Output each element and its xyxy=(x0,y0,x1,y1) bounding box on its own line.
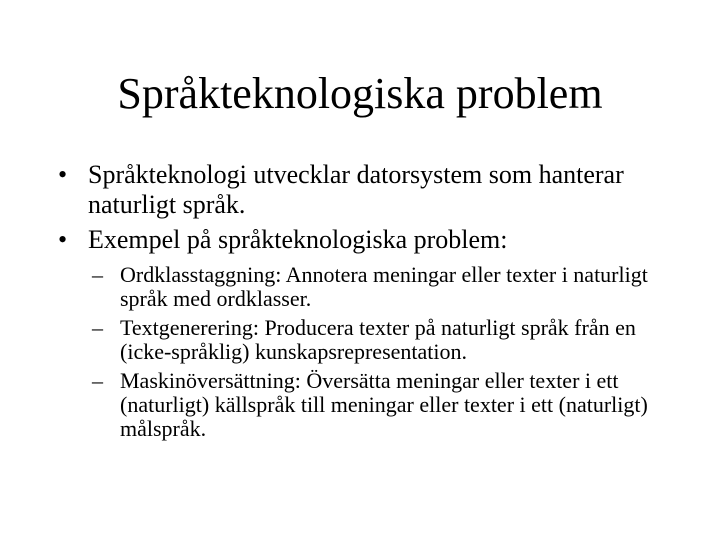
bullet-list xyxy=(58,160,688,446)
subbullet-text: Textgenerering: Producera texter på naturligt språk från en (icke-språklig) kunskapsrepresentation. xyxy=(120,315,636,364)
subbullet-marker: – xyxy=(92,368,103,393)
subbullet-list xyxy=(58,263,688,441)
subbullet-item xyxy=(58,316,688,364)
bullet-marker: • xyxy=(58,225,68,254)
bullet-item xyxy=(58,225,688,441)
subbullet-text: Ordklasstaggning: Annotera meningar eller texter i naturligt språk med ordklasser. xyxy=(120,262,648,311)
subbullet-marker: – xyxy=(92,262,103,287)
subbullet-marker: – xyxy=(92,315,103,340)
bullet-item xyxy=(58,160,688,220)
subbullet-item xyxy=(58,263,688,311)
subbullet-item xyxy=(58,369,688,441)
subbullet-text: Maskinöversättning: Översätta meningar eller texter i ett (naturligt) källspråk till meningar eller texter i ett (naturligt) målspråk. xyxy=(120,368,648,441)
bullet-text: Exempel på språkteknologiska problem: xyxy=(88,225,508,254)
bullet-marker: • xyxy=(58,160,68,189)
bullet-text: Språkteknologi utvecklar datorsystem som hanterar naturligt språk. xyxy=(88,160,624,219)
slide-title: Språkteknologiska problem xyxy=(117,69,603,118)
